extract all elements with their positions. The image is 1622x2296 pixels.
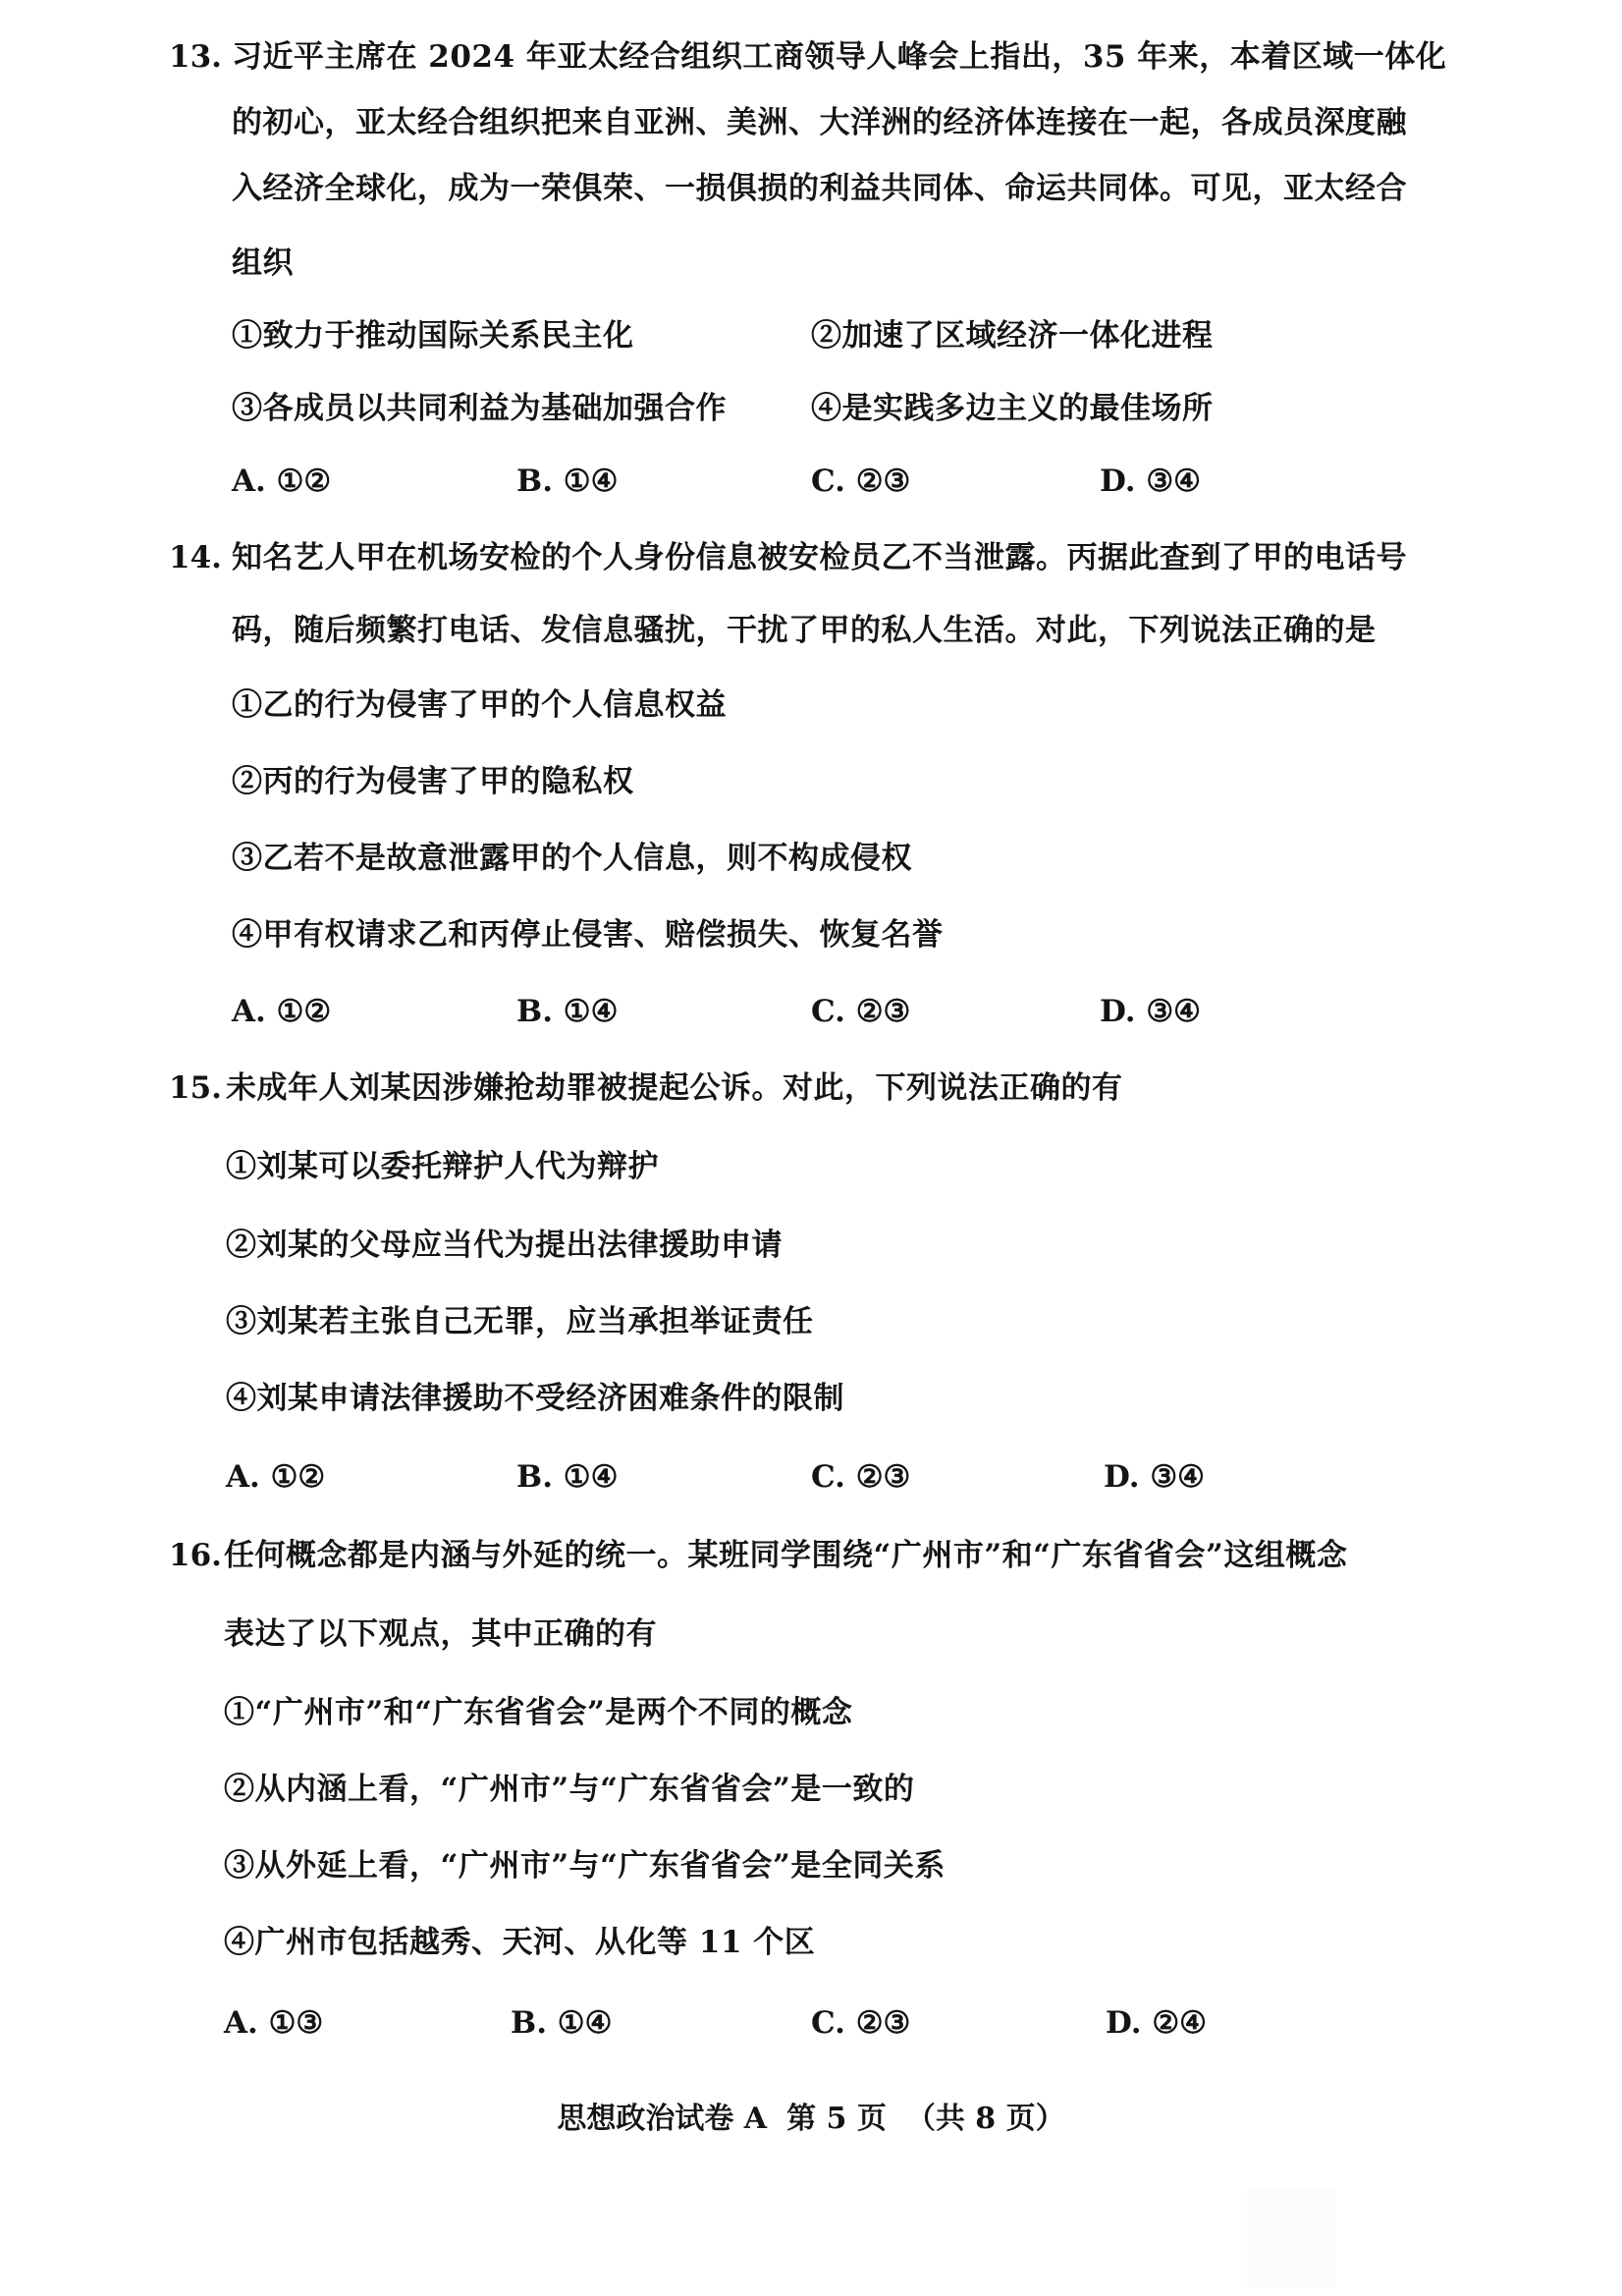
answer-choice-d: D. ③④ <box>1104 1459 1205 1495</box>
question-stem-line: 任何概念都是内涵与外延的统一。某班同学围绕“广州市”和“广东省省会”这组概念 <box>224 1538 1348 1573</box>
answer-choice-c: C. ②③ <box>811 1459 911 1495</box>
scan-smudge <box>1247 2190 1335 2288</box>
statement-item: ③乙若不是故意泄露甲的个人信息，则不构成侵权 <box>232 841 912 876</box>
question-number: 15. <box>169 1070 222 1106</box>
answer-choice-d: D. ③④ <box>1100 994 1201 1029</box>
answer-choice-a: A. ①③ <box>224 2005 324 2041</box>
answer-choice-b: B. ①④ <box>516 994 619 1029</box>
answer-choice-d: D. ②④ <box>1106 2005 1207 2041</box>
statement-item: ①“广州市”和“广东省省会”是两个不同的概念 <box>224 1695 853 1730</box>
question-stem-line: 的初心，亚太经合组织把来自亚洲、美洲、大洋洲的经济体连接在一起，各成员深度融 <box>232 105 1407 140</box>
answer-choice-a: A. ①② <box>226 1459 326 1495</box>
statement-item: ②加速了区域经济一体化进程 <box>811 318 1214 354</box>
statement-item: ③从外延上看，“广州市”与“广东省省会”是全同关系 <box>224 1848 946 1884</box>
answer-choice-c: C. ②③ <box>811 994 911 1029</box>
statement-item: ②丙的行为侵害了甲的隐私权 <box>232 764 634 799</box>
statement-item: ③刘某若主张自己无罪，应当承担举证责任 <box>226 1304 814 1339</box>
question-number: 13. <box>169 39 222 75</box>
answer-choice-d: D. ③④ <box>1100 464 1201 499</box>
statement-item: ③各成员以共同利益为基础加强合作 <box>232 391 727 426</box>
answer-choice-b: B. ①④ <box>511 2005 613 2041</box>
statement-item: ②刘某的父母应当代为提出法律援助申请 <box>226 1228 783 1263</box>
statement-item: ④是实践多边主义的最佳场所 <box>811 391 1214 426</box>
statement-item: ①刘某可以委托辩护人代为辩护 <box>226 1149 659 1184</box>
question-number: 14. <box>169 540 222 575</box>
question-stem-line: 表达了以下观点，其中正确的有 <box>224 1616 657 1652</box>
statement-item: ④甲有权请求乙和丙停止侵害、赔偿损失、恢复名誉 <box>232 917 944 953</box>
statement-item: ④广州市包括越秀、天河、从化等 11 个区 <box>224 1925 816 1960</box>
statement-item: ①乙的行为侵害了甲的个人信息权益 <box>232 687 727 723</box>
statement-item: ②从内涵上看，“广州市”与“广东省省会”是一致的 <box>224 1772 915 1807</box>
question-stem-line: 入经济全球化，成为一荣俱荣、一损俱损的利益共同体、命运共同体。可见，亚太经合 <box>232 171 1407 206</box>
page-total: （共 8 页） <box>905 2102 1065 2136</box>
answer-choice-b: B. ①④ <box>516 464 619 499</box>
statement-item: ①致力于推动国际关系民主化 <box>232 318 634 354</box>
question-stem-line: 知名艺人甲在机场安检的个人身份信息被安检员乙不当泄露。丙据此查到了甲的电话号 <box>232 540 1407 575</box>
question-stem-line: 组织 <box>232 246 294 281</box>
question-stem-line: 码，随后频繁打电话、发信息骚扰，干扰了甲的私人生活。对此，下列说法正确的是 <box>232 613 1377 648</box>
page-number: 第 5 页 <box>786 2102 887 2136</box>
statement-item: ④刘某申请法律援助不受经济困难条件的限制 <box>226 1381 844 1416</box>
exam-title: 思想政治试卷 A <box>557 2102 768 2136</box>
answer-choice-c: C. ②③ <box>811 2005 911 2041</box>
answer-choice-a: A. ①② <box>232 994 332 1029</box>
question-stem-line: 习近平主席在 2024 年亚太经合组织工商领导人峰会上指出，35 年来，本着区域一体化 <box>232 39 1447 75</box>
answer-choice-b: B. ①④ <box>516 1459 619 1495</box>
answer-choice-a: A. ①② <box>232 464 332 499</box>
question-stem-line: 未成年人刘某因涉嫌抢劫罪被提起公诉。对此，下列说法正确的有 <box>226 1070 1123 1106</box>
question-number: 16. <box>169 1538 222 1573</box>
page-footer <box>0 2100 1622 2139</box>
answer-choice-c: C. ②③ <box>811 464 911 499</box>
